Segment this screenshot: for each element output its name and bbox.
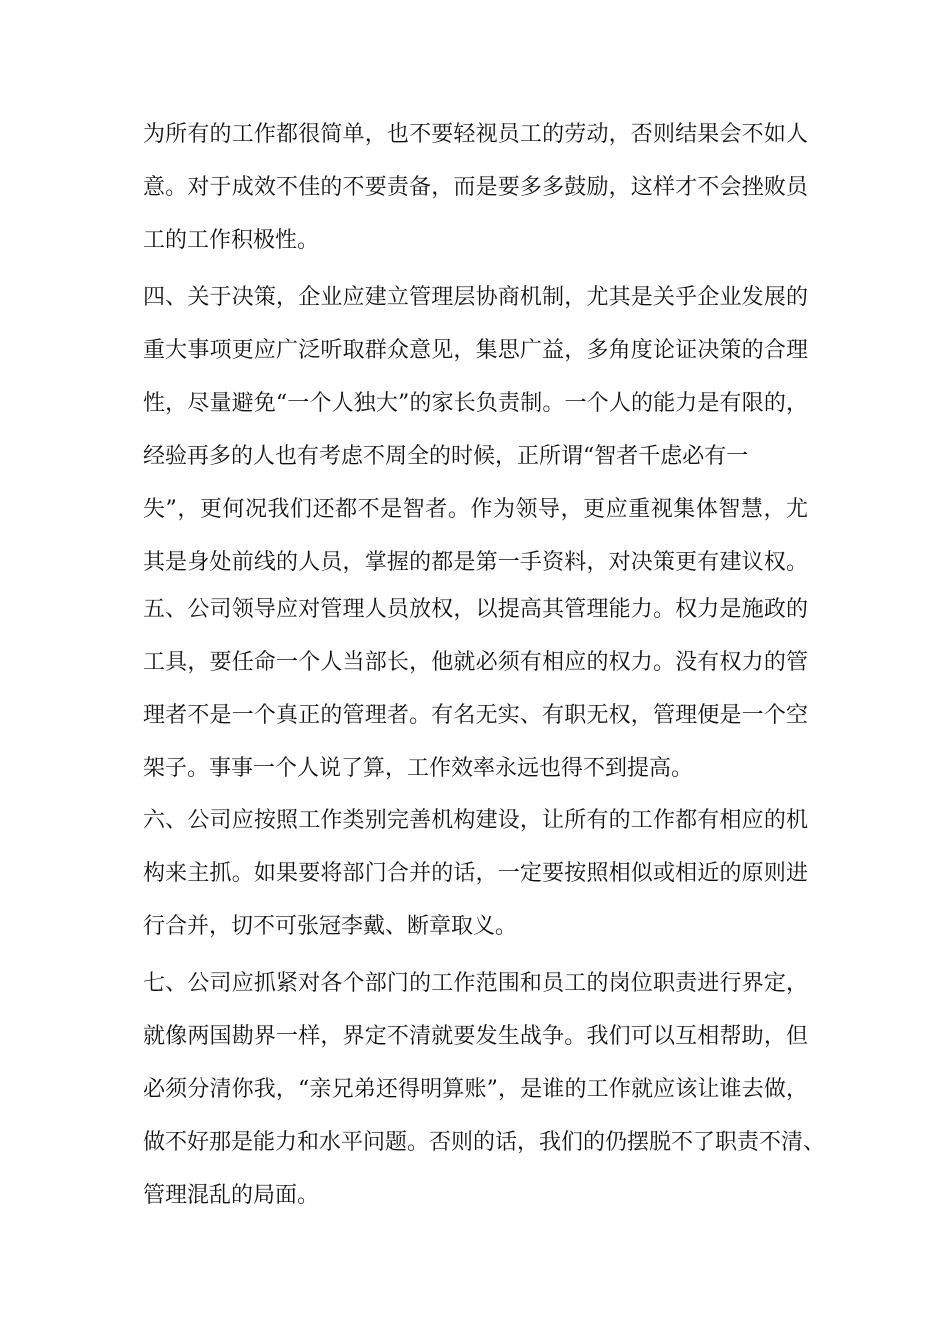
text-line: 必须分清你我，“亲兄弟还得明算账”，是谁的工作就应该让谁去做， bbox=[143, 1077, 808, 1102]
text-line: 其是身处前线的人员，掌握的都是第一手资料，对决策更有建议权。 bbox=[143, 550, 808, 575]
text-line: 管理混乱的局面。 bbox=[143, 1183, 320, 1208]
text-line: 意。对于成效不佳的不要责备，而是要多多鼓励，这样才不会挫败员 bbox=[143, 175, 808, 200]
text-line: 工的工作积极性。 bbox=[143, 228, 320, 253]
text-line: 理者不是一个真正的管理者。有名无实、有职无权，管理便是一个空 bbox=[143, 703, 808, 728]
text-line: 为所有的工作都很简单，也不要轻视员工的劳动，否则结果会不如人 bbox=[143, 122, 808, 147]
text-line: 架子。事事一个人说了算，工作效率永远也得不到提高。 bbox=[143, 756, 694, 781]
text-line: 做不好那是能力和水平问题。否则的话，我们的仍摆脱不了职责不清、 bbox=[143, 1130, 826, 1155]
text-line: 工具，要任命一个人当部长，他就必须有相应的权力。没有权力的管 bbox=[143, 650, 808, 675]
text-line: 性，尽量避免“一个人独大”的家长负责制。一个人的能力是有限的， bbox=[143, 391, 808, 416]
text-line: 五、公司领导应对管理人员放权，以提高其管理能力。权力是施政的 bbox=[143, 597, 808, 622]
text-line: 就像两国勘界一样，界定不清就要发生战争。我们可以互相帮助，但 bbox=[143, 1024, 808, 1049]
text-line: 行合并，切不可张冠李戴、断章取义。 bbox=[143, 914, 518, 939]
text-line: 七、公司应抓紧对各个部门的工作范围和员工的岗位职责进行界定， bbox=[143, 971, 808, 996]
text-line: 重大事项更应广泛听取群众意见，集思广益，多角度论证决策的合理 bbox=[143, 338, 808, 363]
text-line: 经验再多的人也有考虑不周全的时候，正所谓“智者千虑必有一 bbox=[143, 444, 749, 469]
text-line: 构来主抓。如果要将部门合并的话，一定要按照相似或相近的原则进 bbox=[143, 861, 808, 886]
text-line: 六、公司应按照工作类别完善机构建设，让所有的工作都有相应的机 bbox=[143, 808, 808, 833]
text-line: 四、关于决策，企业应建立管理层协商机制，尤其是关乎企业发展的 bbox=[143, 285, 808, 310]
text-line: 失”，更何况我们还都不是智者。作为领导，更应重视集体智慧，尤 bbox=[143, 497, 808, 522]
